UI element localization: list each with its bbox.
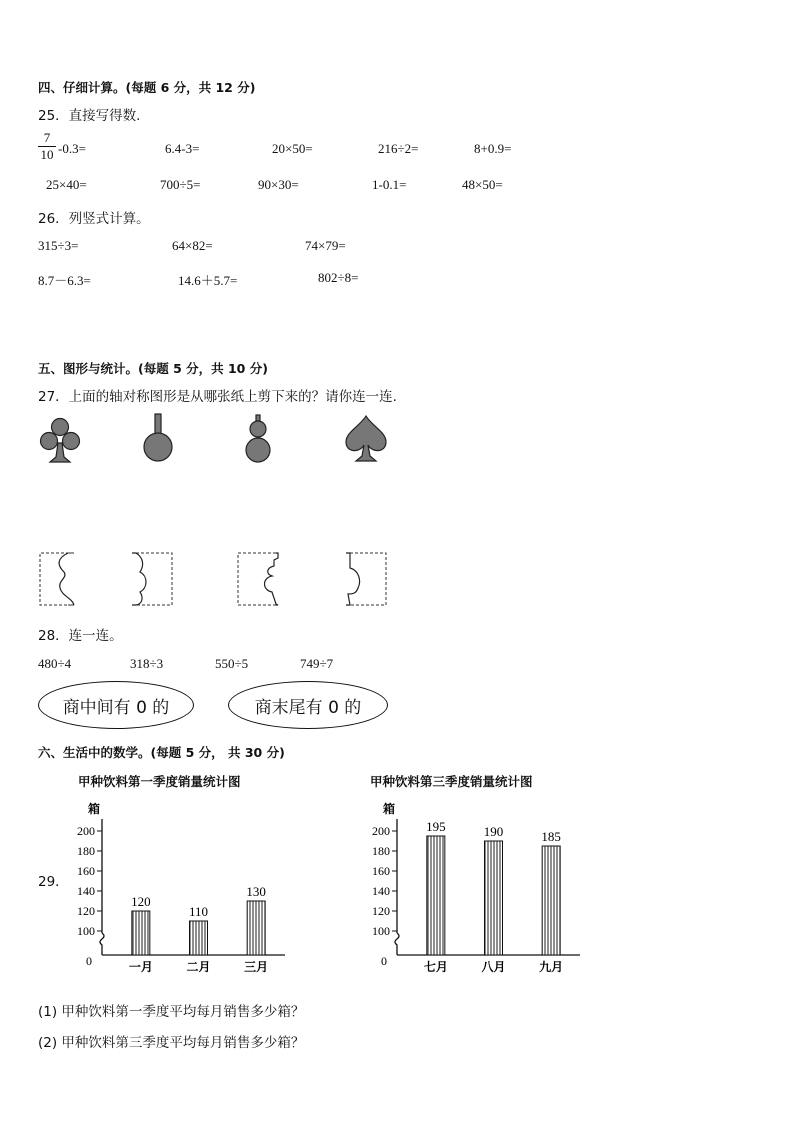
q29-label: 29． [38, 874, 69, 890]
q27-label: 27．上面的轴对称图形是从哪张纸上剪下来的？请你连一连. [38, 389, 397, 405]
y-tick-label: 180 [372, 844, 390, 858]
bar-八月 [485, 841, 503, 955]
q28-label: 28．连一连。 [38, 628, 123, 644]
fraction-numerator: 7 [38, 130, 56, 147]
q26-label: 26．列竖式计算。 [38, 211, 150, 227]
x-tick-label: 七月 [423, 960, 448, 974]
bar-一月 [132, 911, 150, 955]
section-6-title: 六、生活中的数学。(每题 5 分， 共 30 分) [38, 745, 285, 760]
y-tick-label: 140 [372, 884, 390, 898]
x-tick-label: 一月 [128, 960, 153, 974]
q26-expr: 315÷3= [38, 238, 79, 253]
q25-expr: 216÷2= [378, 141, 419, 156]
y-tick-label: 100 [372, 924, 390, 938]
chart-2-title: 甲种饮料第三季度销量统计图 [370, 774, 533, 789]
q25-expr: 25×40= [46, 177, 87, 192]
q26-expr: 14.6＋5.7= [178, 273, 238, 288]
q25-expr: 6.4-3= [165, 141, 200, 156]
y-tick-label: 120 [77, 904, 95, 918]
chart-q3-sales [355, 795, 595, 980]
q25-expr: 20×50= [272, 141, 313, 156]
y-tick-label: 140 [77, 884, 95, 898]
y-axis-label: 箱 [382, 802, 396, 816]
x-tick-label: 二月 [186, 960, 211, 974]
folded-paper-option-4[interactable] [344, 552, 388, 607]
y-tick-label: 160 [372, 864, 390, 878]
bar-二月 [190, 921, 208, 955]
bar-value-label: 195 [426, 819, 446, 834]
x-tick-label: 三月 [244, 960, 269, 974]
fraction-denominator: 10 [40, 147, 54, 162]
bar-三月 [247, 901, 265, 955]
fraction-7-10 [38, 130, 56, 163]
q25-expr: 48×50= [462, 177, 503, 192]
y-tick-label: 120 [372, 904, 390, 918]
q28-item[interactable]: 749÷7 [300, 656, 334, 671]
folded-paper-option-1[interactable] [38, 552, 76, 607]
q29-sub2: (2) 甲种饮料第三季度平均每月销售多少箱？ [38, 1035, 305, 1051]
club-shape-icon [36, 415, 84, 465]
bar-value-label: 130 [246, 884, 266, 899]
q28-item[interactable]: 480÷4 [38, 656, 72, 671]
bar-value-label: 190 [483, 824, 504, 839]
bar-七月 [427, 836, 445, 955]
y-tick-label: 200 [77, 824, 95, 838]
q26-expr: 8.7－6.3= [38, 273, 91, 288]
bar-value-label: 120 [131, 894, 151, 909]
bar-value-label: 185 [541, 829, 561, 844]
q26-expr: 64×82= [172, 238, 213, 253]
y-tick-label: 100 [77, 924, 95, 938]
q25-expr: 90×30= [258, 177, 299, 192]
y-tick-label: 180 [77, 844, 95, 858]
q25-expr: 8+0.9= [474, 141, 512, 156]
q25-expr-1-rest: -0.3= [58, 141, 86, 156]
y-axis-label: 箱 [87, 802, 101, 816]
gourd-shape-icon [240, 414, 276, 466]
spade-shape-icon [342, 414, 390, 464]
x-tick-label: 九月 [539, 960, 564, 974]
q26-expr: 74×79= [305, 238, 346, 253]
chart-q1-sales [60, 795, 300, 980]
q25-expr: 1-0.1= [372, 177, 407, 192]
axis-break [100, 933, 104, 955]
q29-sub1: (1) 甲种饮料第一季度平均每月销售多少箱？ [38, 1004, 305, 1020]
folded-paper-option-2[interactable] [130, 552, 174, 607]
oval-middle-zero-label: 商中间有 0 的 [62, 697, 170, 718]
q25-expr: 700÷5= [160, 177, 201, 192]
oval-trailing-zero[interactable] [228, 681, 388, 729]
folded-paper-option-3[interactable] [236, 552, 280, 607]
round-flask-shape-icon [140, 412, 176, 464]
oval-trailing-zero-label: 商末尾有 0 的 [254, 697, 362, 718]
x-tick-label: 八月 [481, 960, 506, 974]
q26-expr: 802÷8= [318, 270, 359, 285]
y-tick-label: 0 [86, 954, 92, 968]
q28-item[interactable]: 318÷3 [130, 656, 164, 671]
oval-middle-zero[interactable] [38, 681, 194, 729]
chart-1-title: 甲种饮料第一季度销量统计图 [78, 774, 241, 789]
y-tick-label: 0 [381, 954, 387, 968]
q25-label: 25．直接写得数. [38, 108, 141, 124]
bar-九月 [542, 846, 560, 955]
y-tick-label: 200 [372, 824, 390, 838]
section-4-title: 四、仔细计算。(每题 6 分，共 12 分) [38, 80, 256, 95]
q28-item[interactable]: 550÷5 [215, 656, 249, 671]
axis-break [395, 933, 399, 955]
bar-value-label: 110 [188, 904, 209, 919]
y-tick-label: 160 [77, 864, 95, 878]
section-5-title: 五、图形与统计。(每题 5 分，共 10 分) [38, 361, 268, 376]
